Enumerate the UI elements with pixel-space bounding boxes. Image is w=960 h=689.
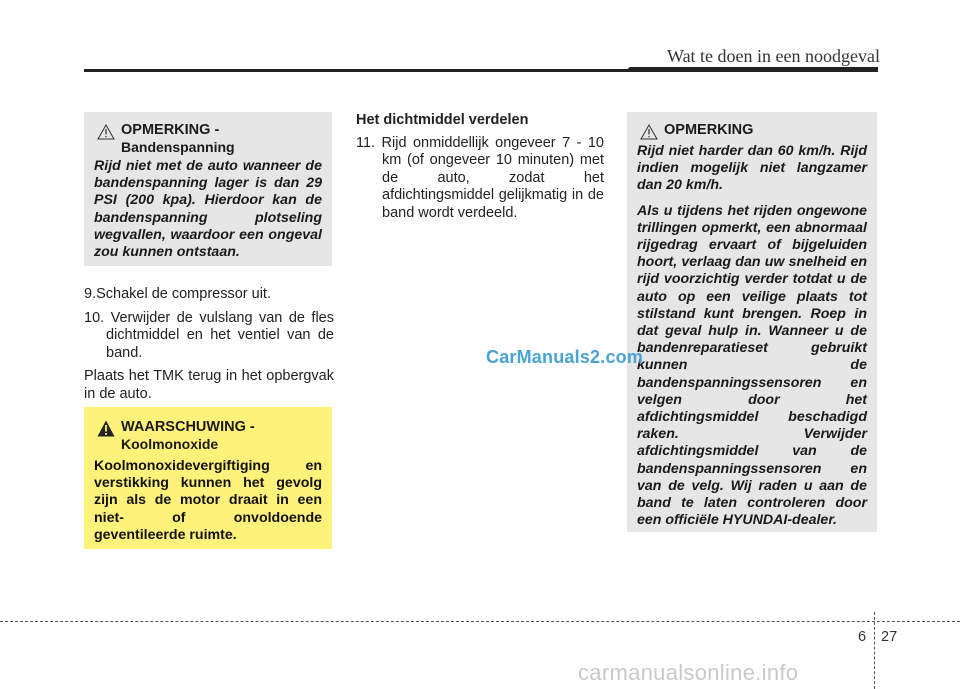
- caution-triangle-outline-icon: [640, 124, 658, 140]
- note-box-tire-pressure: [84, 112, 332, 266]
- page-number: 27: [881, 629, 898, 645]
- note-header: [637, 122, 867, 140]
- footer-site-watermark: carmanualsonline.info: [578, 660, 799, 685]
- warning-box-carbon-monoxide: [84, 407, 332, 549]
- footer-separator: [874, 612, 875, 689]
- note-box-driving: [627, 112, 877, 532]
- warning-header: [94, 419, 322, 453]
- stow-instruction: Plaats het TMK terug in het opbergvak in de auto.: [84, 368, 334, 402]
- step-11: 11. Rijd onmiddellijk ongeveer 7 - 10 km (of ongeveer 10 minuten) met de auto, zodat het afdichtingsmiddel gelijkmatig in de band wordt verdeeld.: [356, 134, 604, 221]
- note-title: OPMERKING -: [121, 122, 220, 138]
- footer-rule: [0, 621, 960, 622]
- note-subtitle: Bandenspanning: [121, 139, 235, 155]
- watermark-logo: CarManuals2.com: [486, 347, 644, 367]
- caution-triangle-outline-icon: [97, 124, 115, 140]
- page-header-title: Wat te doen in een noodgeval: [667, 46, 880, 66]
- header-rule: [84, 69, 878, 72]
- step-9: 9.Schakel de compressor uit.: [84, 286, 271, 302]
- section-number: 6: [858, 629, 867, 645]
- warning-triangle-solid-icon: [97, 420, 115, 437]
- note-header: [94, 122, 322, 155]
- warning-subtitle: Koolmonoxide: [121, 436, 219, 452]
- note-body: [637, 143, 867, 529]
- note-title: OPMERKING: [664, 122, 754, 138]
- note-paragraph-vibration: Als u tijdens het rijden ongewone trillingen opmerkt, een abnormaal rijgedrag ervaart of bijgeluiden hoort, verlaag dan uw snelheid en rijd voorzichtig verder totdat u de auto op een veilige plaats tot stilstand kunt brengen. Roep in dat geval hulp in. Wanneer u de bandenreparatieset gebruikt kunnen de bandenspanningssensoren en velgen door het afdichtingsmiddel beschadigd raken. Verwijder afdichtingsmiddel van de bandenspanningssensoren en van de velg. Wij raden u aan de band te laten controleren door een officiële HYUNDAI-dealer.: [637, 202, 867, 529]
- note-paragraph-speed: Rijd niet harder dan 60 km/h. Rijd indien mogelijk niet langzamer dan 20 km/h.: [637, 143, 867, 194]
- middle-column-text: [356, 112, 604, 228]
- note-body: Rijd niet met de auto wanneer de bandenspanning lager is dan 29 PSI (200 kpa). Hierdoor kan de bandenspanning plotseling wegvallen, waardoor een ongeval zou kunnen ontstaan.: [94, 158, 322, 261]
- warning-body: Koolmonoxidevergiftiging en verstikking kunnen het gevolg zijn als de motor draait in een niet- of onvoldoende geventileerde ruimte.: [94, 458, 322, 543]
- section-heading: Het dichtmiddel verdelen: [356, 112, 529, 128]
- left-column-text: [84, 286, 334, 409]
- warning-title: WAARSCHUWING -: [121, 419, 255, 435]
- step-10: 10. Verwijder de vulslang van de fles dichtmiddel en het ventiel van de band.: [84, 309, 334, 361]
